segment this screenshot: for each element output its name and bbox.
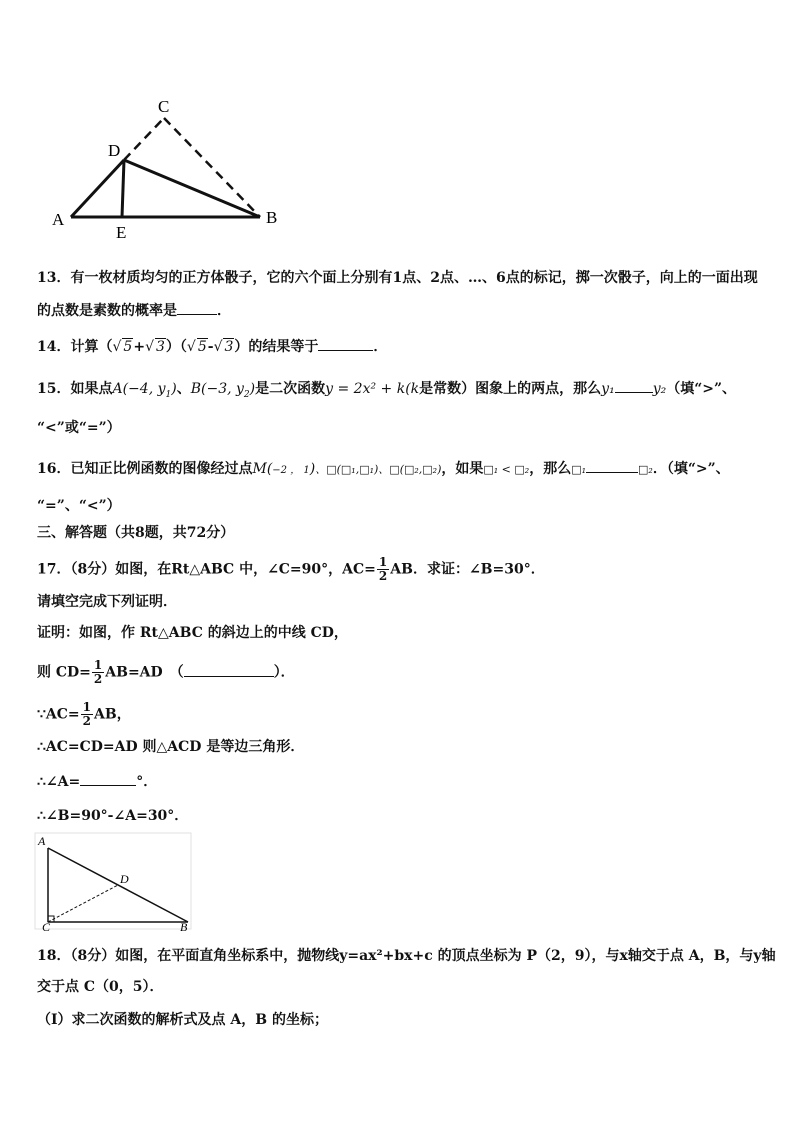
- q17-l5-post: AB，: [94, 706, 131, 723]
- question-13-line-2: [37, 300, 231, 321]
- label-d: D: [108, 141, 121, 160]
- label-a2: A: [38, 834, 46, 848]
- q14-r2: 3: [155, 339, 165, 355]
- q15-prefix: 15．如果点: [37, 381, 113, 397]
- question-17-line-2: 请填空完成下列证明．: [37, 594, 177, 610]
- q17-angle-blank[interactable]: [80, 771, 136, 786]
- label-a: A: [52, 210, 65, 229]
- q16-point-m: M(: [252, 461, 273, 477]
- segment-ad: [71, 160, 124, 217]
- segment-dc: [124, 118, 164, 160]
- question-15-line-2: “<”或“=”）: [37, 420, 121, 436]
- question-15-line-1: [37, 378, 736, 405]
- q14-minus: -: [207, 339, 214, 355]
- q17-l4-fraction: $\frac{1}{2}$: [93, 658, 103, 686]
- q15-k: (k: [405, 381, 420, 397]
- label-e: E: [116, 223, 127, 242]
- q16-mid: ，如果: [441, 461, 484, 477]
- q15-function: y = 2x² + k: [325, 381, 406, 397]
- q17-l5-pre: ∵AC=: [37, 706, 80, 723]
- q15-a-end: ): [171, 381, 177, 397]
- question-17-line-5: [37, 701, 131, 728]
- figure-2-frame: [35, 833, 191, 929]
- segment-db: [124, 160, 260, 217]
- label-b: B: [266, 208, 278, 227]
- q16-v2: □₂: [638, 463, 653, 476]
- q17-l7-post: °．: [136, 774, 158, 790]
- triangle-figure-2: [34, 832, 194, 932]
- q17-l4-pre: 则 CD=: [37, 664, 91, 681]
- q15-mid: 是二次函数: [255, 381, 326, 397]
- q17-suffix: AB．求证：∠B=30°．: [390, 561, 545, 578]
- q16-condition: □₁ < □₂: [483, 463, 530, 476]
- segment-cb: [164, 118, 260, 217]
- question-17-line-3: 证明：如图，作 Rt△ABC 的斜边上的中线 CD，: [37, 625, 348, 641]
- q14-r1: 5: [123, 339, 133, 355]
- q16-prefix: 16．已知正比例函数的图像经过点: [37, 461, 253, 477]
- segment-cd: [48, 885, 118, 922]
- question-17-line-7: [37, 771, 157, 792]
- q15-mid2: 是常数）图象上的两点，那么: [419, 381, 602, 397]
- section-3-heading: 三、解答题（共8题，共72分）: [37, 525, 235, 541]
- q14-plus: +: [133, 339, 146, 355]
- q17-l7-pre: ∴∠A=: [37, 774, 81, 790]
- q15-tail: （填“>”、: [666, 381, 737, 397]
- q17-l4-post: AB=AD （: [105, 664, 184, 681]
- segment-de: [122, 160, 124, 217]
- label-b2: B: [180, 920, 188, 932]
- question-17-line-6: ∴AC=CD=AD 则△ACD 是等边三角形．: [37, 739, 305, 755]
- q14-end: ．: [373, 339, 388, 355]
- question-18-line-1: 18．（8分）如图，在平面直角坐标系中，抛物线y=ax²+bx+c 的顶点坐标为 P（2，9），与x轴交于点 A，B，与y轴: [37, 948, 776, 964]
- q15-y2: y₂: [652, 381, 667, 397]
- label-c2: C: [42, 920, 51, 932]
- q14-suffix: ）的结果等于: [234, 339, 319, 355]
- q13-text2: 的点数是素数的概率是: [37, 303, 177, 319]
- q16-answer-blank[interactable]: [586, 458, 638, 473]
- question-16-line-1: [37, 458, 730, 481]
- q15-y1: y₁: [601, 381, 615, 397]
- q15-point-b: B(−3, y: [190, 381, 244, 397]
- question-17-line-8: ∴∠B=90°-∠A=30°．: [37, 808, 189, 824]
- question-13-line-1: 13．有一枚材质均匀的正方体骰子，它的六个面上分别有1点、2点、…、6点的标记，掷一次骰子，向上的一面出现: [37, 270, 758, 286]
- q14-prefix: 14．计算（: [37, 339, 113, 355]
- question-17-line-1: [37, 556, 545, 583]
- triangle-figure-1: [40, 90, 300, 250]
- q15-sep: 、: [176, 381, 191, 397]
- label-c: C: [158, 97, 170, 116]
- q13-answer-blank[interactable]: [177, 300, 217, 315]
- q17-fraction: $\frac{1}{2}$: [378, 555, 388, 583]
- q16-m-values: −2 ， 1: [272, 465, 310, 476]
- q16-tail: ．（填“>”、: [652, 461, 730, 477]
- q16-mid2: ，那么: [529, 461, 572, 477]
- question-17-line-4: [37, 659, 295, 686]
- q17-prefix: 17．（8分）如图，在Rt△ABC 中，∠C=90°，AC=: [37, 561, 376, 578]
- label-d2: D: [120, 872, 129, 886]
- q16-points: 、□(□₁,□₁)、□(□₂,□₂): [315, 463, 442, 476]
- question-16-line-2: “=”、“<”）: [37, 498, 121, 514]
- q14-mid: ）（: [165, 339, 187, 355]
- q17-reason-blank[interactable]: [184, 662, 274, 677]
- q16-v1: □₁: [571, 463, 587, 476]
- question-18-line-2: 交于点 C（0，5）．: [37, 979, 164, 995]
- q16-m-end: ): [309, 461, 316, 477]
- question-18-line-3: （Ⅰ）求二次函数的解析式及点 A，B 的坐标；: [37, 1012, 328, 1028]
- q14-r4: 3: [224, 339, 234, 355]
- q14-r3: 5: [197, 339, 207, 355]
- q13-end: ．: [217, 303, 231, 319]
- q15-b-end: ): [249, 381, 256, 397]
- q17-l5-fraction: $\frac{1}{2}$: [82, 700, 92, 728]
- q17-l4-end: ）．: [273, 664, 295, 681]
- q15-point-a: A(−4, y: [112, 381, 166, 397]
- q15-b-sub: 2: [243, 389, 250, 400]
- q15-answer-blank[interactable]: [615, 378, 653, 393]
- question-14: 14．计算（√ 5+√ 3）（√ 5-√ 3）的结果等于 ．: [37, 336, 387, 357]
- q14-answer-blank[interactable]: [318, 336, 373, 351]
- q15-a-sub: 1: [165, 389, 172, 400]
